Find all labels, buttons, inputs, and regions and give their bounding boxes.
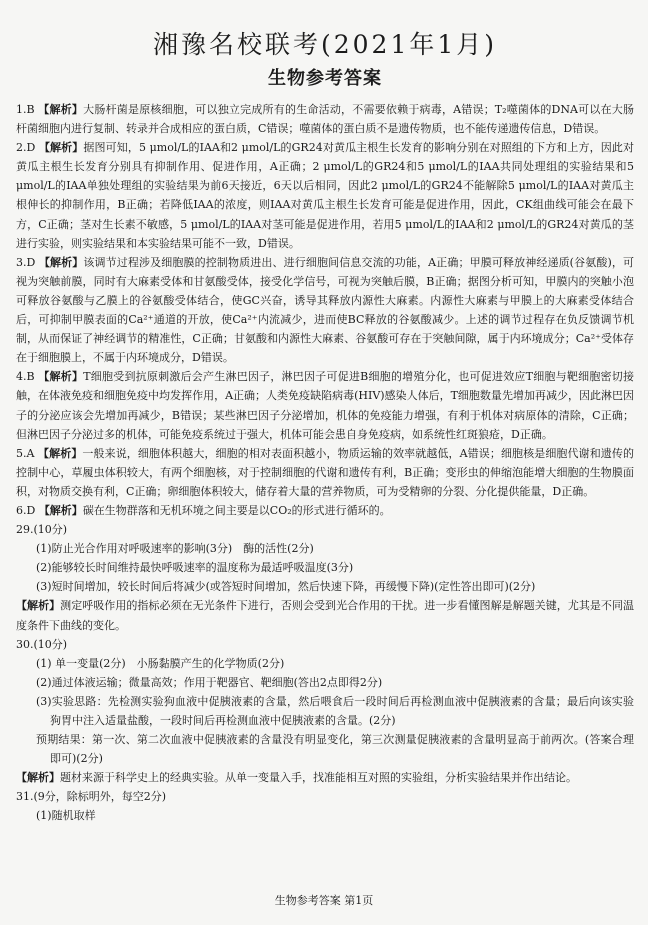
question-30-item: (3)实验思路：先检测实验狗血液中促胰液素的含量，然后喂食后一段时间后再检测血液中促胰液素的含量；最后向该实验狗胃中注入适量盐酸，一段时间后再检测血液中促胰液素的含量。(2分) (36, 694, 634, 727)
question-29-head: 29.(10分) (16, 523, 68, 537)
question-31-head: 31.(9分，除标明外，每空2分) (16, 790, 167, 804)
answer-text: T细胞受到抗原刺激后会产生淋巴因子，淋巴因子可促进B细胞的增殖分化，也可促进效应T细胞与靶细胞密切接触，在体液免疫和细胞免疫中均发挥作用，A正确；人类免疫缺陷病毒(HIV)感染人体后，T细胞数量先增加再减少，因此淋巴因子的分泌应该会先增加再减少，B错误；某些淋巴因子分泌增加，机体的免疫能力增强，有利于机体对病原体的清除，C正确；但淋巴因子分泌过多的机体，可能免疫系统过于强大，机体可能会患自身免疫病，如系统性红斑狼疮，D正确。 (16, 370, 635, 441)
answer-number: 5.A (16, 446, 39, 460)
analysis-text: 题材来源于科学史上的经典实验。从单一变量入手，找准能相互对照的实验组，分析实验结果并作出结论。 (60, 771, 577, 785)
question-31-item: (1)随机取样 (36, 809, 96, 823)
question-29-analysis (16, 596, 634, 634)
analysis-tag: 【解析】 (38, 141, 84, 155)
analysis-tag: 【解析】 (38, 255, 84, 269)
analysis-tag: 【解析】 (16, 771, 60, 785)
answer-text: 该调节过程涉及细胞膜的控制物质进出、进行细胞间信息交流的功能，A正确；甲膜可释放神经递质(谷氨酸)，可视为突触前膜，同时有大麻素受体和甘氨酸受体，接受化学信号，可视为突触后膜，B正确；据图分析可知，甲膜内的突触小泡可释放谷氨酸与乙膜上的谷氨酸受体结合，使GC兴奋，诱导其释放内源性大麻素。内源性大麻素与甲膜上的大麻素受体结合后，可抑制甲膜表面的Ca²⁺通道的开放，使Ca²⁺内流减少，进而使BC释放的谷氨酸减少。上述的调节过程存在负反馈调节机制，从而保证了神经调节的精准性，C正确；甘氨酸和内源性大麻素、谷氨酸可存在于突触间隙，属于内环境成分；Ca²⁺受体存在于细胞膜上，不属于内环境成分，D错误。 (16, 255, 634, 365)
analysis-tag: 【解析】 (38, 370, 84, 384)
question-29-item: (3)短时间增加，较长时间后将减少(或答短时间增加，然后快速下降，再缓慢下降)(定性答出即可)(2分) (36, 580, 536, 594)
answer-text: 据图可知，5 μmol/L的IAA和2 μmol/L的GR24对黄瓜主根生长发育的影响分别在对照组的下方和上方，因此对黄瓜主根生长发育分别具有抑制作用、促进作用，A正确；2 μmol/L的GR24和5 μmol/L的IAA共同处理组的实验结果和5 μmol/L的IAA单独处理组的实验结果为前6天接近，6天以后相同，因此2 μmol/L的GR24不能解除5 μmol/L的IAA对黄瓜主根伸长的抑制作用，B正确；若降低IAA的浓度，则IAA对黄瓜主根生长发育可能是促进作用，因此，CK组曲线可能会在最下方，C正确；茎对生长素不敏感，5 μmol/L的IAA对茎可能是促进作用，若用5 μmol/L的IAA和2 μmol/L的GR24对黄瓜的茎进行实验，则实验结果和本实验结果可能不一致，D错误。 (16, 141, 635, 250)
answer-number: 2.D (16, 141, 39, 155)
page-footer: 生物参考答案 第1页 (274, 894, 374, 907)
answer-1 (16, 100, 634, 138)
document-subtitle: 生物参考答案 (268, 68, 382, 89)
analysis-text: 测定呼吸作用的指标必须在无光条件下进行，否则会受到光合作用的干扰。进一步看懂图解是解题关键，尤其是不同温度条件下曲线的变化。 (16, 599, 635, 632)
analysis-tag: 【解析】 (38, 446, 83, 460)
analysis-tag: 【解析】 (16, 599, 61, 613)
question-29-item: (2)能够较长时间维持最快呼吸速率的温度称为最适呼吸温度(3分) (36, 561, 354, 575)
analysis-tag: 【解析】 (38, 503, 83, 517)
answer-number: 1.B (16, 103, 39, 116)
answer-number: 6.D (16, 503, 39, 517)
answer-6 (16, 501, 634, 520)
answer-number: 4.B (16, 370, 39, 384)
question-30-analysis (16, 768, 634, 787)
answer-3 (16, 253, 634, 368)
answer-text: 碳在生物群落和无机环境之间主要是以CO₂的形式进行循环的。 (82, 503, 391, 517)
answer-number: 3.D (16, 255, 39, 269)
question-30-head: 30.(10分) (16, 637, 68, 651)
answer-text: 大肠杆菌是原核细胞，可以独立完成所有的生命活动，不需要依赖于病毒，A错误；T₂噬菌体的DNA可以在大肠杆菌细胞内进行复制、转录并合成相应的蛋白质，C错误；噬菌体的蛋白质不是遗传物质，也不能传递遗传信息，D错误。 (16, 103, 635, 136)
document-title: 湘豫名校联考(2021年1月) (152, 30, 498, 59)
answer-4 (16, 367, 634, 443)
answer-content (16, 100, 634, 826)
answer-2 (16, 138, 634, 253)
answer-5 (16, 444, 634, 501)
question-30-item: (1) 单一变量(2分) 小肠黏膜产生的化学物质(2分) (36, 656, 285, 670)
analysis-tag: 【解析】 (38, 103, 84, 116)
question-29-item: (1)防止光合作用对呼吸速率的影响(3分) 酶的活性(2分) (36, 542, 314, 556)
question-30-item: 预期结果：第一次、第二次血液中促胰液素的含量没有明显变化，第三次测量促胰液素的含量明显高于前两次。(答案合理即可)(2分) (36, 733, 634, 766)
question-30-item: (2)通过体液运输；微量高效；作用于靶器官、靶细胞(答出2点即得2分) (36, 675, 383, 689)
answer-text: 一般来说，细胞体积越大，细胞的相对表面积越小，物质运输的效率就越低，A错误；细胞核是细胞代谢和遗传的控制中心，草履虫体积较大，有两个细胞核，对于控制细胞的代谢和遗传有利，B正确；变形虫的伸缩泡能增大细胞的生物膜面积，对物质交换有利，C正确；卵细胞体积较大，储存着大量的营养物质，可为受精卵的分裂、分化提供能量，D正确。 (16, 446, 634, 498)
